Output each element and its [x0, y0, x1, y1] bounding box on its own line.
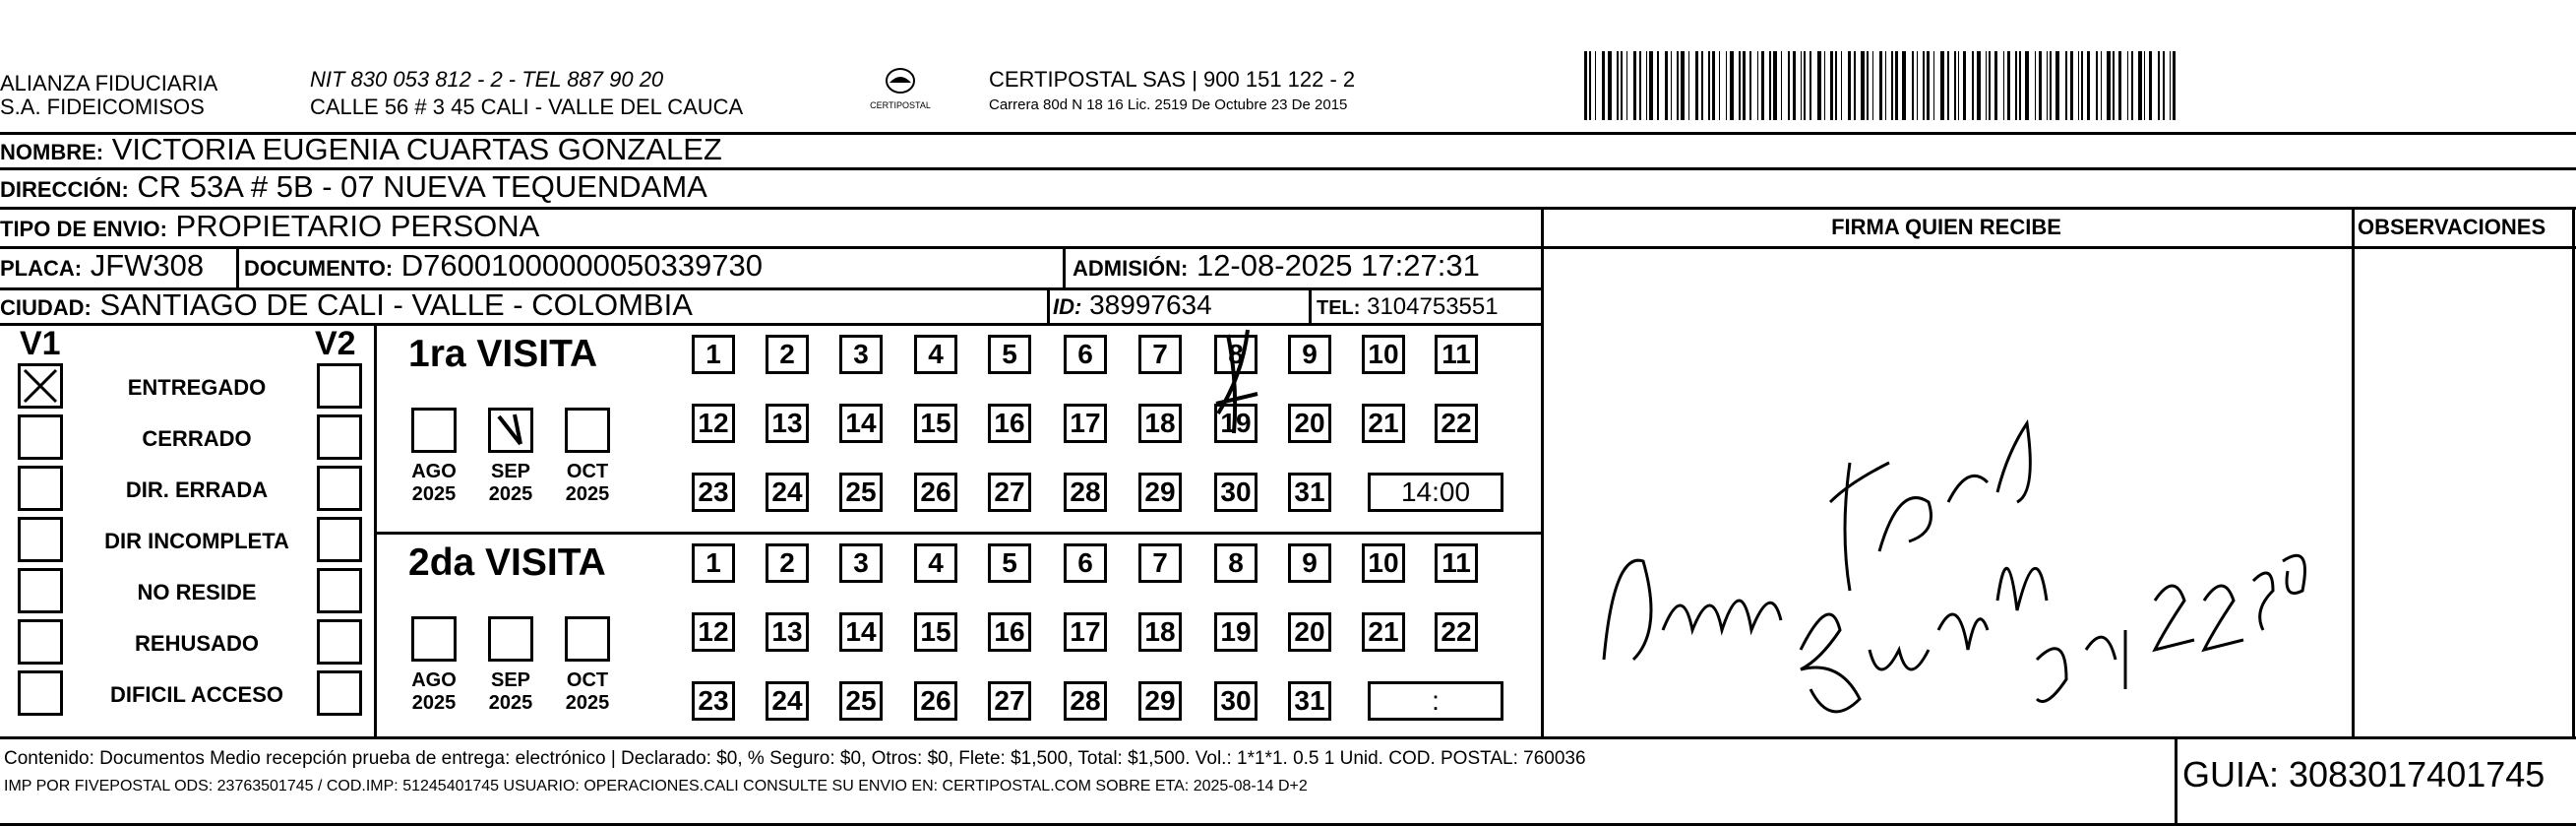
barcode-bar: [1895, 51, 1898, 120]
day-box[interactable]: 4: [914, 335, 957, 374]
barcode-bar: [2173, 51, 2176, 120]
v1-label: V1: [20, 325, 61, 362]
status-v2-checkbox[interactable]: [317, 619, 362, 665]
day-box[interactable]: 1: [692, 335, 735, 374]
day-box[interactable]: 22: [1435, 612, 1478, 652]
tipo-envio-value: PROPIETARIO PERSONA: [175, 209, 540, 243]
day-box[interactable]: 18: [1138, 612, 1182, 652]
month-year: 2025: [565, 692, 610, 714]
day-box[interactable]: 12: [692, 612, 735, 652]
status-v2-checkbox[interactable]: [317, 466, 362, 511]
tipo-envio-label: TIPO DE ENVIO:: [0, 217, 167, 241]
barcode-bar: [2050, 51, 2052, 120]
day-box[interactable]: 5: [988, 335, 1031, 374]
month-label: [478, 669, 543, 715]
status-v2-checkbox[interactable]: [317, 363, 362, 409]
month-label: [478, 461, 543, 506]
day-box[interactable]: 13: [766, 404, 809, 443]
day-box[interactable]: 3: [839, 335, 883, 374]
barcode-bar: [1912, 51, 1914, 120]
status-label: DIFICIL ACCESO: [109, 682, 283, 707]
status-v2-checkbox[interactable]: [317, 568, 362, 613]
day-box[interactable]: 9: [1288, 335, 1331, 374]
month-label: [555, 461, 620, 506]
barcode-bar: [1923, 51, 1925, 120]
month-checkbox[interactable]: [411, 408, 457, 453]
month-name: OCT: [566, 669, 609, 691]
status-v1-checkbox[interactable]: [18, 568, 63, 613]
barcode-bar: [2035, 51, 2036, 120]
status-label: ENTREGADO: [127, 375, 267, 400]
barcode-bar: [1848, 51, 1851, 120]
barcode-bar: [1671, 51, 1672, 120]
barcode-bar: [1841, 51, 1842, 120]
barcode-bar: [1701, 51, 1703, 120]
admision-value: 12-08-2025 17:27:31: [1196, 248, 1480, 283]
day-box[interactable]: 12: [692, 404, 735, 443]
day-box[interactable]: 20: [1288, 404, 1331, 443]
svg-text:CERTIPOSTAL: CERTIPOSTAL: [870, 100, 931, 110]
barcode-bar: [1972, 51, 1974, 120]
day-box[interactable]: 14: [839, 612, 883, 652]
barcode-bar: [1589, 51, 1591, 120]
status-v1-checkbox[interactable]: [18, 670, 63, 716]
status-label: DIR. ERRADA: [125, 477, 269, 502]
footer-contenido: Contenido: Documentos Medio recepción prueba de entrega: electrónico | Declarado: $0, % Seguro: $0, Otros: $0, Flete: $1,500, Total: $1,500. Vol.: 1*1*1. 0.5 1 Unid. COD. POSTAL: 760036: [4, 748, 1586, 769]
barcode-bar: [1809, 51, 1811, 120]
barcode-bar: [1801, 51, 1802, 120]
month-name: AGO: [411, 669, 457, 691]
barcode-bar: [2003, 51, 2004, 120]
barcode-bar: [2065, 51, 2067, 120]
day-box[interactable]: 10: [1362, 335, 1405, 374]
status-label: DIR INCOMPLETA: [104, 529, 289, 553]
barcode-bar: [1902, 51, 1906, 120]
day-box[interactable]: 18: [1138, 404, 1182, 443]
barcode-bar: [1835, 51, 1837, 120]
barcode-bar: [1749, 51, 1751, 120]
status-label: NO RESIDE: [137, 580, 257, 604]
direccion-value: CR 53A # 5B - 07 NUEVA TEQUENDAMA: [137, 169, 707, 204]
barcode-bar: [1761, 51, 1764, 120]
visit-title: 2da VISITA: [408, 541, 606, 584]
time-box[interactable]: :: [1368, 681, 1503, 721]
visit-title: 1ra VISITA: [408, 333, 598, 375]
day-box[interactable]: 10: [1362, 543, 1405, 583]
barcode-bar: [2107, 51, 2111, 120]
month-name: SEP: [490, 461, 531, 482]
nombre-row: [0, 132, 722, 170]
day-box[interactable]: 16: [988, 612, 1031, 652]
barcode-bar: [1872, 51, 1873, 120]
barcode-bar: [1994, 51, 1997, 120]
status-v1-checkbox[interactable]: [18, 363, 63, 409]
tel-value: 3104753551: [1367, 293, 1499, 320]
nombre-label: NOMBRE:: [0, 140, 104, 164]
status-v1-checkbox[interactable]: [18, 517, 63, 562]
direccion-label: DIRECCIÓN:: [0, 177, 129, 202]
day-box[interactable]: 25: [839, 681, 883, 721]
day-box[interactable]: 19: [1214, 612, 1257, 652]
barcode-bar: [1879, 51, 1882, 120]
day-box[interactable]: 28: [1064, 681, 1107, 721]
barcode-bar: [2019, 51, 2021, 120]
barcode-bar: [1688, 51, 1689, 120]
barcode-bar: [1788, 51, 1790, 120]
barcode-bar: [2096, 51, 2098, 120]
barcode-bar: [2170, 51, 2171, 120]
company-name: ALIANZA FIDUCIARIA: [0, 71, 218, 95]
barcode-bar: [2015, 51, 2017, 120]
month-label: [401, 669, 466, 715]
observaciones-header: OBSERVACIONES: [2358, 215, 2546, 239]
status-label: REHUSADO: [135, 631, 259, 656]
barcode-bar: [1708, 51, 1710, 120]
barcode-bar: [1885, 51, 1886, 120]
day-box[interactable]: 17: [1064, 404, 1107, 443]
courier-name: CERTIPOSTAL SAS | 900 151 122 - 2: [989, 67, 1356, 92]
barcode-bar: [1954, 51, 1956, 120]
barcode-bar: [2078, 51, 2079, 120]
day-box[interactable]: 17: [1064, 612, 1107, 652]
barcode-bar: [1940, 51, 1944, 120]
barcode-bar: [1804, 51, 1806, 120]
barcode-bar: [2163, 51, 2165, 120]
id-value: 38997634: [1089, 289, 1212, 320]
barcode-bar: [1639, 51, 1641, 120]
company-subname: S.A. FIDEICOMISOS: [0, 95, 205, 119]
placa-value: JFW308: [90, 248, 205, 283]
recipient-signature: [1574, 335, 2342, 729]
barcode-bar: [1595, 51, 1596, 120]
month-checkbox[interactable]: [411, 616, 457, 662]
day-box[interactable]: 4: [914, 543, 957, 583]
barcode-bar: [1854, 51, 1856, 120]
barcode-bar: [2144, 51, 2145, 120]
barcode-bar: [1665, 51, 1668, 120]
certipostal-logo-icon: [866, 65, 935, 114]
status-v2-checkbox[interactable]: [317, 414, 362, 460]
day-box[interactable]: 27: [988, 473, 1031, 512]
tel-label: TEL:: [1317, 297, 1361, 319]
barcode-bar: [2101, 51, 2102, 120]
barcode-bar: [1958, 51, 1959, 120]
barcode-bar: [1830, 51, 1833, 120]
barcode-bar: [1739, 51, 1741, 120]
day-box[interactable]: 23: [692, 473, 735, 512]
barcode-bar: [1633, 51, 1636, 120]
admision-label: ADMISIÓN:: [1073, 256, 1189, 281]
day-box[interactable]: 8: [1214, 335, 1257, 374]
day-box[interactable]: 2: [766, 543, 809, 583]
status-v1-checkbox[interactable]: [18, 414, 63, 460]
barcode-bar: [1781, 51, 1782, 120]
v2-label: V2: [315, 325, 356, 362]
day-box[interactable]: 27: [988, 681, 1031, 721]
day-box[interactable]: 25: [839, 473, 883, 512]
day-box[interactable]: 8: [1214, 543, 1257, 583]
month-year: 2025: [488, 483, 533, 505]
barcode-bar: [2131, 51, 2133, 120]
day-box[interactable]: 2: [766, 335, 809, 374]
day-box[interactable]: 6: [1064, 543, 1107, 583]
barcode-bar: [2039, 51, 2042, 120]
direccion-row: [0, 169, 707, 208]
barcode-bar: [1626, 51, 1627, 120]
id-label: ID:: [1053, 294, 1082, 319]
barcode-bar: [1891, 51, 1893, 120]
month-year: 2025: [411, 483, 457, 505]
month-checkbox[interactable]: [488, 616, 533, 662]
month-checkbox[interactable]: [565, 408, 610, 453]
month-checkbox[interactable]: [488, 408, 533, 453]
barcode-bar: [1584, 51, 1587, 120]
barcode-bar: [2087, 51, 2090, 120]
day-box[interactable]: 14: [839, 404, 883, 443]
day-box[interactable]: 31: [1288, 473, 1331, 512]
status-label: CERRADO: [142, 426, 252, 451]
day-box[interactable]: 7: [1138, 543, 1182, 583]
barcode-bar: [1773, 51, 1777, 120]
barcode-bar: [2127, 51, 2128, 120]
barcode-bar: [1617, 51, 1619, 120]
day-box[interactable]: 28: [1064, 473, 1107, 512]
address-line: CALLE 56 # 3 45 CALI - VALLE DEL CAUCA: [310, 95, 744, 119]
firma-header: FIRMA QUIEN RECIBE: [1831, 215, 2061, 239]
day-box[interactable]: 23: [692, 681, 735, 721]
barcode-bar: [2081, 51, 2083, 120]
day-box[interactable]: 15: [914, 612, 957, 652]
barcode-bar: [2138, 51, 2142, 120]
month-checkbox[interactable]: [565, 616, 610, 662]
day-box[interactable]: 29: [1138, 473, 1182, 512]
tel-row: [1317, 289, 1499, 326]
barcode-bar: [1719, 51, 1720, 120]
day-box[interactable]: 15: [914, 404, 957, 443]
day-box[interactable]: 24: [766, 473, 809, 512]
barcode-bar: [1621, 51, 1623, 120]
status-v2-checkbox[interactable]: [317, 517, 362, 562]
documento-label: DOCUMENTO:: [244, 256, 394, 281]
barcode-bar: [2113, 51, 2115, 120]
barcode-bar: [2158, 51, 2160, 120]
day-box[interactable]: 5: [988, 543, 1031, 583]
nombre-value: VICTORIA EUGENIA CUARTAS GONZALEZ: [111, 132, 722, 166]
day-box[interactable]: 16: [988, 404, 1031, 443]
day-box[interactable]: 30: [1214, 473, 1257, 512]
barcode-bar: [2007, 51, 2010, 120]
barcode-bar: [1712, 51, 1715, 120]
day-box[interactable]: 30: [1214, 681, 1257, 721]
day-box[interactable]: 13: [766, 612, 809, 652]
barcode-bar: [2118, 51, 2121, 120]
barcode-bar: [1730, 51, 1734, 120]
ciudad-row: [0, 287, 693, 326]
day-box[interactable]: 22: [1435, 404, 1478, 443]
day-box[interactable]: 9: [1288, 543, 1331, 583]
day-box[interactable]: 7: [1138, 335, 1182, 374]
day-box[interactable]: 26: [914, 473, 957, 512]
day-box[interactable]: 3: [839, 543, 883, 583]
barcode-bar: [1927, 51, 1930, 120]
day-box[interactable]: 26: [914, 681, 957, 721]
barcode-bar: [1817, 51, 1821, 120]
day-box[interactable]: 20: [1288, 612, 1331, 652]
barcode-bar: [1947, 51, 1949, 120]
day-box[interactable]: 19: [1214, 404, 1257, 443]
day-box[interactable]: 11: [1435, 543, 1478, 583]
barcode-bar: [1963, 51, 1966, 120]
barcode-bar: [2149, 51, 2152, 120]
month-label: [555, 669, 620, 715]
documento-row: [244, 248, 763, 286]
barcode-bar: [1681, 51, 1685, 120]
day-box[interactable]: 31: [1288, 681, 1331, 721]
day-box[interactable]: 21: [1362, 404, 1405, 443]
barcode-bar: [2025, 51, 2029, 120]
barcode-bar: [1933, 51, 1934, 120]
day-box[interactable]: 29: [1138, 681, 1182, 721]
barcode-bar: [1602, 51, 1605, 120]
day-mark-icon: [1208, 325, 1267, 458]
barcode-bar: [1743, 51, 1746, 120]
status-v1-checkbox[interactable]: [18, 619, 63, 665]
barcode-bar: [1677, 51, 1679, 120]
admision-row: [1073, 248, 1480, 286]
barcode-bar: [1646, 51, 1647, 120]
barcode-bar: [1861, 51, 1865, 120]
nit-line: NIT 830 053 812 - 2 - TEL 887 90 20: [310, 67, 664, 92]
status-v1-checkbox[interactable]: [18, 466, 63, 511]
barcode-bar: [1757, 51, 1758, 120]
barcode-bar: [1824, 51, 1825, 120]
guia-number: GUIA: 3083017401745: [2182, 754, 2545, 794]
barcode-bar: [2055, 51, 2059, 120]
status-v2-checkbox[interactable]: [317, 670, 362, 716]
footer-imp-line: IMP POR FIVEPOSTAL ODS: 23763501745 / COD.IMP: 51245401745 USUARIO: OPERACIONES.CALI CONSULTE SU ENVIO EN: CERTIPOSTAL.COM SOBRE ETA: 2025-08-14 D+2: [4, 778, 1308, 794]
documento-value: D76001000000050339730: [400, 248, 763, 283]
month-name: SEP: [490, 669, 531, 691]
month-name: OCT: [566, 461, 609, 482]
barcode-bar: [2070, 51, 2073, 120]
month-year: 2025: [488, 692, 533, 714]
ciudad-label: CIUDAD:: [0, 295, 92, 320]
barcode-bar: [1657, 51, 1659, 120]
barcode-bar: [1695, 51, 1698, 120]
barcode-bar: [1977, 51, 1981, 120]
barcode-bar: [1769, 51, 1771, 120]
barcode: [1584, 51, 2381, 120]
barcode-bar: [1917, 51, 1918, 120]
barcode-bar: [1649, 51, 1653, 120]
barcode-bar: [1793, 51, 1796, 120]
time-box[interactable]: 14:00: [1368, 473, 1503, 512]
placa-row: [0, 248, 204, 286]
tipo-envio-row: [0, 209, 539, 247]
month-year: 2025: [565, 483, 610, 505]
day-box[interactable]: 11: [1435, 335, 1478, 374]
barcode-bar: [1989, 51, 1991, 120]
month-label: [401, 461, 466, 506]
barcode-bar: [1867, 51, 1869, 120]
day-box[interactable]: 24: [766, 681, 809, 721]
id-row: [1053, 287, 1212, 325]
barcode-bar: [2047, 51, 2048, 120]
day-box[interactable]: 1: [692, 543, 735, 583]
day-box[interactable]: 6: [1064, 335, 1107, 374]
month-name: AGO: [411, 461, 457, 482]
ciudad-value: SANTIAGO DE CALI - VALLE - COLOMBIA: [99, 287, 693, 322]
barcode-bar: [1608, 51, 1612, 120]
day-box[interactable]: 21: [1362, 612, 1405, 652]
courier-address: Carrera 80d N 18 16 Lic. 2519 De Octubre 23 De 2015: [989, 96, 1348, 113]
placa-label: PLACA:: [0, 256, 83, 281]
barcode-bar: [1726, 51, 1727, 120]
month-year: 2025: [411, 692, 457, 714]
barcode-bar: [1986, 51, 1987, 120]
